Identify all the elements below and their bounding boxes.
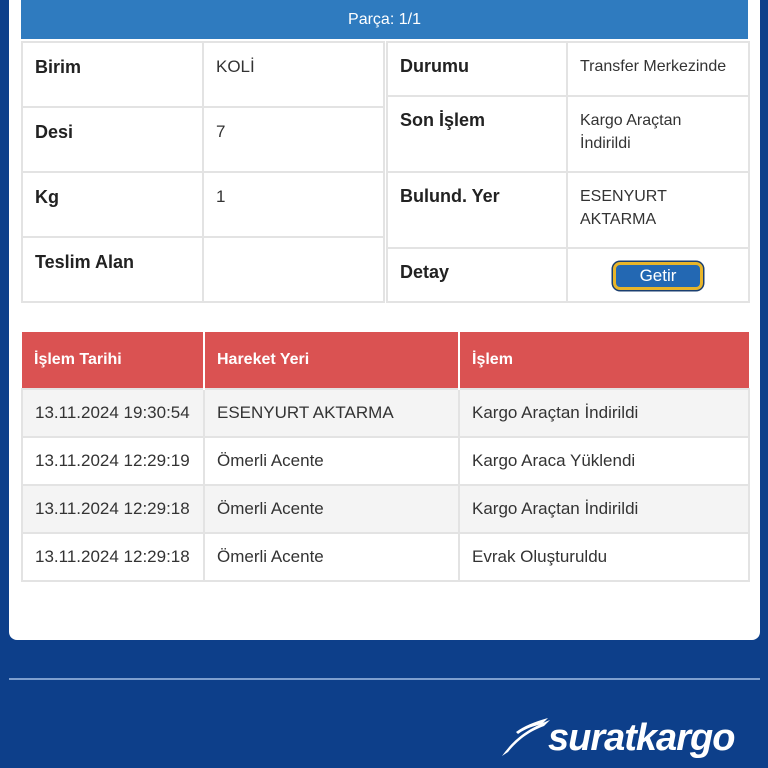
detail-value: KOLİ (203, 42, 384, 107)
piece-header (21, 0, 748, 39)
table-row (22, 485, 749, 533)
detail-button-cell (567, 248, 749, 302)
details-table-left (21, 41, 385, 303)
detail-value: 1 (203, 172, 384, 237)
history-location: Ömerli Acente (204, 437, 459, 485)
detail-value: ESENYURT AKTARMA (567, 172, 749, 248)
detail-value (203, 237, 384, 302)
table-row (22, 389, 749, 437)
history-header-row (22, 332, 749, 389)
history-action: Kargo Araçtan İndirildi (459, 389, 749, 437)
details-table-right (386, 41, 750, 303)
detail-value: 7 (203, 107, 384, 172)
getir-button[interactable]: Getir (613, 262, 703, 290)
movement-history-table (21, 332, 750, 582)
logo-text: suratkargo (548, 716, 735, 759)
column-header-location: Hareket Yeri (204, 332, 459, 389)
detail-row-teslim-alan (22, 237, 384, 302)
detail-label: Teslim Alan (22, 237, 203, 302)
detail-label: Bulund. Yer (387, 172, 567, 248)
history-date: 13.11.2024 19:30:54 (22, 389, 204, 437)
history-date: 13.11.2024 12:29:19 (22, 437, 204, 485)
detail-row-son-islem (387, 96, 749, 172)
detail-row-birim (22, 42, 384, 107)
detail-row-bulund-yer (387, 172, 749, 248)
history-location: ESENYURT AKTARMA (204, 389, 459, 437)
detail-label: Durumu (387, 42, 567, 96)
detail-label: Son İşlem (387, 96, 567, 172)
suratkargo-logo[interactable] (498, 712, 762, 764)
detail-row-kg (22, 172, 384, 237)
column-header-action: İşlem (459, 332, 749, 389)
detail-label: Kg (22, 172, 203, 237)
column-header-date: İşlem Tarihi (22, 332, 204, 389)
detail-label: Detay (387, 248, 567, 302)
surat-swoosh-icon (498, 712, 554, 765)
history-action: Kargo Araca Yüklendi (459, 437, 749, 485)
detail-label: Birim (22, 42, 203, 107)
table-row (22, 437, 749, 485)
footer-divider (9, 678, 760, 680)
detail-value: Kargo Araçtan İndirildi (567, 96, 749, 172)
history-action: Kargo Araçtan İndirildi (459, 485, 749, 533)
detail-value: Transfer Merkezinde (567, 42, 749, 96)
history-location: Ömerli Acente (204, 485, 459, 533)
history-date: 13.11.2024 12:29:18 (22, 533, 204, 581)
detail-row-desi (22, 107, 384, 172)
history-date: 13.11.2024 12:29:18 (22, 485, 204, 533)
detail-row-detay (387, 248, 749, 302)
history-action: Evrak Oluşturuldu (459, 533, 749, 581)
detail-label: Desi (22, 107, 203, 172)
detail-row-durumu (387, 42, 749, 96)
piece-count: Parça: 1/1 (348, 10, 421, 28)
history-location: Ömerli Acente (204, 533, 459, 581)
table-row (22, 533, 749, 581)
